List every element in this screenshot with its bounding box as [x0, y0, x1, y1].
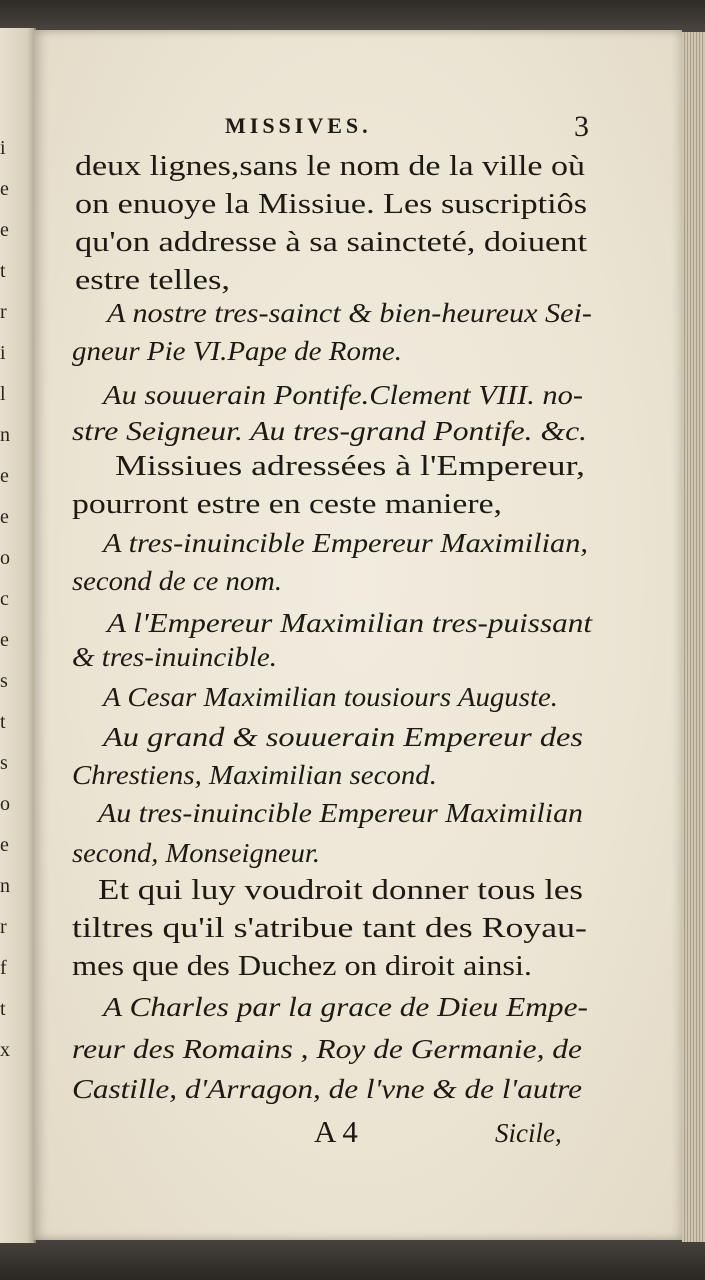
left-page-char: f [0, 957, 7, 979]
left-page-char: o [0, 793, 10, 815]
text-line: & tres-inuincible. [72, 642, 277, 672]
text-line: Castille, d'Arragon, de l'vne & de l'autre [72, 1074, 582, 1104]
page-number: 3 [574, 110, 589, 143]
left-page-char: e [0, 219, 9, 241]
left-page-char: e [0, 629, 9, 651]
text-line: pourront estre en ceste maniere, [72, 488, 503, 520]
text-line: second de ce nom. [72, 566, 282, 596]
text-line: A nostre tres-sainct & bien-heureux Sei- [107, 298, 592, 328]
left-page-char: t [0, 711, 6, 733]
left-page-char: i [0, 137, 6, 159]
text-line: reur des Romains , Roy de Germanie, de [72, 1034, 582, 1064]
text-line: Missiues adressées à l'Empereur, [115, 450, 585, 482]
text-line: Au souuerain Pontife.Clement VIII. no- [103, 380, 583, 410]
left-page-char: n [0, 875, 10, 897]
text-line: qu'on addresse à sa saincteté, doiuent [75, 226, 587, 258]
text-line: A tres-inuincible Empereur Maximilian, [103, 528, 588, 558]
running-head: MISSIVES. [225, 113, 372, 138]
text-line: A Charles par la grace de Dieu Empe- [103, 992, 588, 1022]
text-line: Au tres-inuincible Empereur Maximilian [98, 798, 583, 828]
text-line: gneur Pie VI.Pape de Rome. [72, 336, 402, 366]
left-page-char: r [0, 916, 7, 938]
left-page-char: e [0, 465, 9, 487]
text-line: deux lignes,sans le nom de la ville où [75, 150, 585, 182]
left-page-char: i [0, 342, 6, 364]
text-line: estre telles, [75, 264, 230, 296]
left-page-char: r [0, 301, 7, 323]
left-page-char: s [0, 752, 8, 774]
text-line: Au grand & souuerain Empereur des [103, 722, 583, 752]
text-line: A Cesar Maximilian tousiours Auguste. [103, 682, 558, 712]
text-line: second, Monseigneur. [72, 838, 320, 868]
left-page-char: t [0, 998, 6, 1020]
left-page-char: e [0, 834, 9, 856]
left-page-char: e [0, 506, 9, 528]
text-line: stre Seigneur. Au tres-grand Pontife. &c. [72, 416, 587, 446]
left-page-char: e [0, 178, 9, 200]
left-page-char: s [0, 670, 8, 692]
left-page-char: t [0, 260, 6, 282]
catchword: Sicile, [495, 1118, 562, 1148]
text-line: Et qui luy voudroit donner tous les [98, 874, 583, 906]
left-page-char: l [0, 383, 6, 405]
left-page-char: o [0, 547, 10, 569]
text-line: on enuoye la Missiue. Les suscriptiôs [75, 188, 587, 220]
signature-mark: A 4 [314, 1114, 358, 1149]
text-line: A l'Empereur Maximilian tres-puissant [107, 608, 592, 638]
text-line: tiltres qu'il s'atribue tant des Royau- [72, 912, 587, 944]
left-page-char: n [0, 424, 10, 446]
text-line: mes que des Duchez on diroit ainsi. [72, 950, 532, 982]
left-page-char: x [0, 1039, 10, 1061]
text-line: Chrestiens, Maximilian second. [72, 760, 437, 790]
left-page-char: c [0, 588, 9, 610]
